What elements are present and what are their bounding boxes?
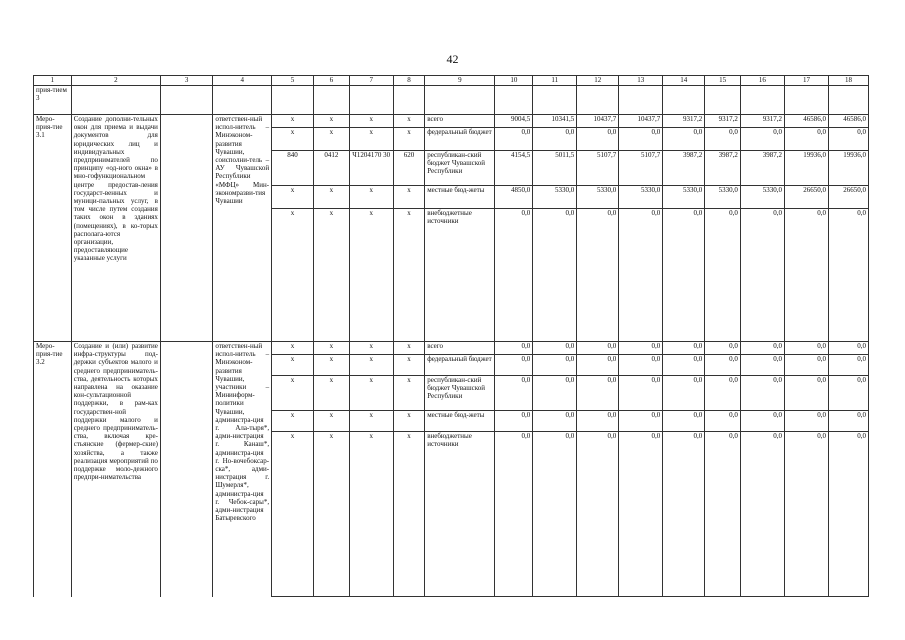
funding-source: всего: [425, 115, 495, 128]
value-cell: 0,0: [577, 355, 619, 376]
value-cell: 0,0: [495, 432, 533, 597]
value-cell: 0,0: [663, 342, 705, 355]
value-cell: 0,0: [663, 432, 705, 597]
value-cell: 0,0: [740, 128, 784, 151]
value-cell: 9317,2: [740, 115, 784, 128]
value-cell: 0,0: [663, 355, 705, 376]
value-cell: 5330,0: [663, 186, 705, 209]
value-cell: 0,0: [533, 355, 577, 376]
column-header-10: 10: [495, 76, 533, 86]
value-cell: 46586,0: [828, 115, 868, 128]
value-cell: 0,0: [663, 209, 705, 342]
expense-group-cell: x: [393, 432, 424, 597]
expense-group-cell: x: [393, 209, 424, 342]
value-cell: 0,0: [740, 411, 784, 432]
executor-cell: ответствен-ный испол-нитель – Минэконом-развития Чувашии, соисполни-тель – АУ Чувашской Республики «МФЦ» Мин-экономразви-тия Чувашии: [213, 115, 272, 342]
value-cell: 5330,0: [740, 186, 784, 209]
value-cell: 0,0: [619, 432, 663, 597]
column-header-6: 6: [314, 76, 350, 86]
executor-cell: ответствен-ный испол-нитель – Минэконом-развития Чувашии, участники – Мининформ-политики Чувашии, администра-ция г. Ала-тыря*, адми-нистрация г. Канаш*, администра-ция г. Но-вочебоксар-ска*, адми-нистрация г. Шумерля*, администра-ция г. Чебок-сары*, адми-нистрация Батыревского: [213, 342, 272, 597]
value-cell: 0,0: [705, 376, 741, 411]
value-cell: 4850,0: [495, 186, 533, 209]
value-cell: 0,0: [740, 209, 784, 342]
column-header-9: 9: [425, 76, 495, 86]
value-cell: 0,0: [577, 342, 619, 355]
expense-group-cell: 620: [393, 151, 424, 186]
expense-group-cell: x: [393, 128, 424, 151]
expense-group-cell: x: [393, 355, 424, 376]
value-cell: 0,0: [784, 411, 828, 432]
value-cell: 10437,7: [619, 115, 663, 128]
value-cell: 0,0: [533, 376, 577, 411]
value-cell: 0,0: [828, 342, 868, 355]
expense-group-cell: x: [393, 186, 424, 209]
target-article-cell: x: [349, 115, 393, 128]
grbs-cell: x: [272, 355, 314, 376]
value-cell: 0,0: [784, 355, 828, 376]
section-cell: x: [314, 186, 350, 209]
grbs-cell: x: [272, 411, 314, 432]
value-cell: 0,0: [705, 209, 741, 342]
target-article-cell: x: [349, 209, 393, 342]
value-cell: 10437,7: [577, 115, 619, 128]
value-cell: 10341,5: [533, 115, 577, 128]
value-cell: 26650,0: [828, 186, 868, 209]
value-cell: 0,0: [577, 209, 619, 342]
column-header-7: 7: [349, 76, 393, 86]
value-cell: 0,0: [577, 376, 619, 411]
value-cell: 0,0: [784, 376, 828, 411]
measure-label: Меро-прия-тие 3.1: [34, 115, 72, 342]
empty-cell: [160, 342, 212, 597]
value-cell: 0,0: [495, 376, 533, 411]
value-cell: 4154,5: [495, 151, 533, 186]
value-cell: 0,0: [577, 128, 619, 151]
value-cell: 0,0: [705, 355, 741, 376]
intro-cell: прия-тием 3: [34, 86, 72, 115]
value-cell: 0,0: [828, 355, 868, 376]
target-article-cell: x: [349, 342, 393, 355]
value-cell: 0,0: [533, 209, 577, 342]
section-cell: x: [314, 411, 350, 432]
value-cell: 5330,0: [705, 186, 741, 209]
value-cell: 5330,0: [533, 186, 577, 209]
funding-source: федеральный бюджет: [425, 128, 495, 151]
value-cell: 5330,0: [577, 186, 619, 209]
value-cell: 0,0: [495, 128, 533, 151]
value-cell: 3987,2: [740, 151, 784, 186]
measure-description: Создание дополни-тельных окон для приема и выдачи документов для юридических лиц и индивидуальных предпринимателей по принципу «од-ного окна» в мно-гофункциональном центре предостав-ления государст-венных и муници-пальных услуг, в том числе путем создания таких окон в зданиях (помещениях), в ко-торых располага-ются организации, предоставляющие указанные услуги: [71, 115, 160, 342]
value-cell: 0,0: [784, 342, 828, 355]
grbs-cell: x: [272, 432, 314, 597]
value-cell: 0,0: [533, 128, 577, 151]
section-cell: x: [314, 342, 350, 355]
value-cell: 0,0: [495, 342, 533, 355]
value-cell: 5330,0: [619, 186, 663, 209]
value-cell: 0,0: [495, 355, 533, 376]
funding-source: местные бюд-жеты: [425, 411, 495, 432]
value-cell: 0,0: [828, 128, 868, 151]
funding-source: федеральный бюджет: [425, 355, 495, 376]
value-cell: 3987,2: [705, 151, 741, 186]
grbs-cell: x: [272, 115, 314, 128]
value-cell: 26650,0: [784, 186, 828, 209]
page-number: 42: [446, 52, 459, 66]
column-header-1: 1: [34, 76, 72, 86]
value-cell: 0,0: [663, 411, 705, 432]
value-cell: 19936,0: [828, 151, 868, 186]
grbs-cell: 840: [272, 151, 314, 186]
section-cell: x: [314, 115, 350, 128]
column-header-8: 8: [393, 76, 424, 86]
value-cell: 46586,0: [784, 115, 828, 128]
target-article-cell: x: [349, 128, 393, 151]
funding-source: внебюджетные источники: [425, 432, 495, 597]
value-cell: 0,0: [495, 411, 533, 432]
value-cell: 0,0: [828, 432, 868, 597]
value-cell: 9004,5: [495, 115, 533, 128]
intro-row: [34, 86, 869, 115]
header-row: [34, 76, 869, 86]
value-cell: 0,0: [619, 342, 663, 355]
section-cell: 0412: [314, 151, 350, 186]
column-header-14: 14: [663, 76, 705, 86]
target-article-cell: x: [349, 186, 393, 209]
value-cell: 0,0: [784, 432, 828, 597]
value-cell: 19936,0: [784, 151, 828, 186]
value-cell: 0,0: [705, 128, 741, 151]
target-article-cell: x: [349, 432, 393, 597]
value-cell: 0,0: [577, 411, 619, 432]
value-cell: 0,0: [619, 411, 663, 432]
value-cell: 0,0: [533, 411, 577, 432]
expense-group-cell: x: [393, 115, 424, 128]
value-cell: 0,0: [740, 355, 784, 376]
value-cell: 0,0: [740, 342, 784, 355]
value-cell: 0,0: [619, 355, 663, 376]
column-header-2: 2: [71, 76, 160, 86]
grbs-cell: x: [272, 376, 314, 411]
column-header-16: 16: [740, 76, 784, 86]
section-cell: x: [314, 376, 350, 411]
value-cell: 0,0: [740, 432, 784, 597]
value-cell: 5107,7: [577, 151, 619, 186]
funding-source: республикан-ский бюджет Чувашской Республики: [425, 376, 495, 411]
value-cell: 0,0: [619, 376, 663, 411]
grbs-cell: x: [272, 342, 314, 355]
grbs-cell: x: [272, 186, 314, 209]
value-cell: 9317,2: [705, 115, 741, 128]
funding-source: всего: [425, 342, 495, 355]
value-cell: 5011,5: [533, 151, 577, 186]
program-table: [33, 75, 869, 597]
value-cell: 0,0: [784, 128, 828, 151]
expense-group-cell: x: [393, 411, 424, 432]
target-article-cell: x: [349, 355, 393, 376]
value-cell: 0,0: [740, 376, 784, 411]
target-article-cell: x: [349, 411, 393, 432]
value-cell: 0,0: [663, 128, 705, 151]
expense-group-cell: x: [393, 342, 424, 355]
section-cell: x: [314, 432, 350, 597]
column-header-15: 15: [705, 76, 741, 86]
value-cell: 0,0: [619, 128, 663, 151]
empty-cell: [160, 115, 212, 342]
value-cell: 0,0: [828, 209, 868, 342]
value-cell: 5107,7: [619, 151, 663, 186]
value-cell: 0,0: [828, 376, 868, 411]
value-cell: 3987,2: [663, 151, 705, 186]
section-cell: x: [314, 128, 350, 151]
column-header-12: 12: [577, 76, 619, 86]
section-cell: x: [314, 209, 350, 342]
value-cell: 0,0: [784, 209, 828, 342]
column-header-17: 17: [784, 76, 828, 86]
target-article-cell: Ч1204170 30: [349, 151, 393, 186]
value-cell: 0,0: [663, 376, 705, 411]
column-header-13: 13: [619, 76, 663, 86]
value-cell: 0,0: [619, 209, 663, 342]
value-cell: 0,0: [828, 411, 868, 432]
value-cell: 0,0: [705, 342, 741, 355]
funding-source: республикан-ский бюджет Чувашской Республики: [425, 151, 495, 186]
table-row: [34, 115, 869, 128]
measure-label: Меро-прия-тие 3.2: [34, 342, 72, 597]
funding-source: внебюджетные источники: [425, 209, 495, 342]
grbs-cell: x: [272, 128, 314, 151]
value-cell: 0,0: [495, 209, 533, 342]
value-cell: 0,0: [533, 432, 577, 597]
column-header-18: 18: [828, 76, 868, 86]
column-header-4: 4: [213, 76, 272, 86]
value-cell: 0,0: [533, 342, 577, 355]
column-header-11: 11: [533, 76, 577, 86]
column-header-3: 3: [160, 76, 212, 86]
grbs-cell: x: [272, 209, 314, 342]
funding-source: местные бюд-жеты: [425, 186, 495, 209]
value-cell: 0,0: [705, 411, 741, 432]
value-cell: 0,0: [705, 432, 741, 597]
table-row: [34, 342, 869, 355]
expense-group-cell: x: [393, 376, 424, 411]
measure-description: Создание и (или) развитие инфра-структуры под-держки субъектов малого и среднего предприниматель-ства, деятельность которых направлена на оказание кон-сультационной поддержки, в рам-ках государствен-ной поддержки малого и среднего предприниматель-ства, включая кре-стьянские (фермер-ские) хозяйства, а также реализация мероприятий по поддержке моло-дежного предпри-нимательства: [71, 342, 160, 597]
section-cell: x: [314, 355, 350, 376]
value-cell: 0,0: [577, 432, 619, 597]
column-header-5: 5: [272, 76, 314, 86]
target-article-cell: x: [349, 376, 393, 411]
value-cell: 9317,2: [663, 115, 705, 128]
